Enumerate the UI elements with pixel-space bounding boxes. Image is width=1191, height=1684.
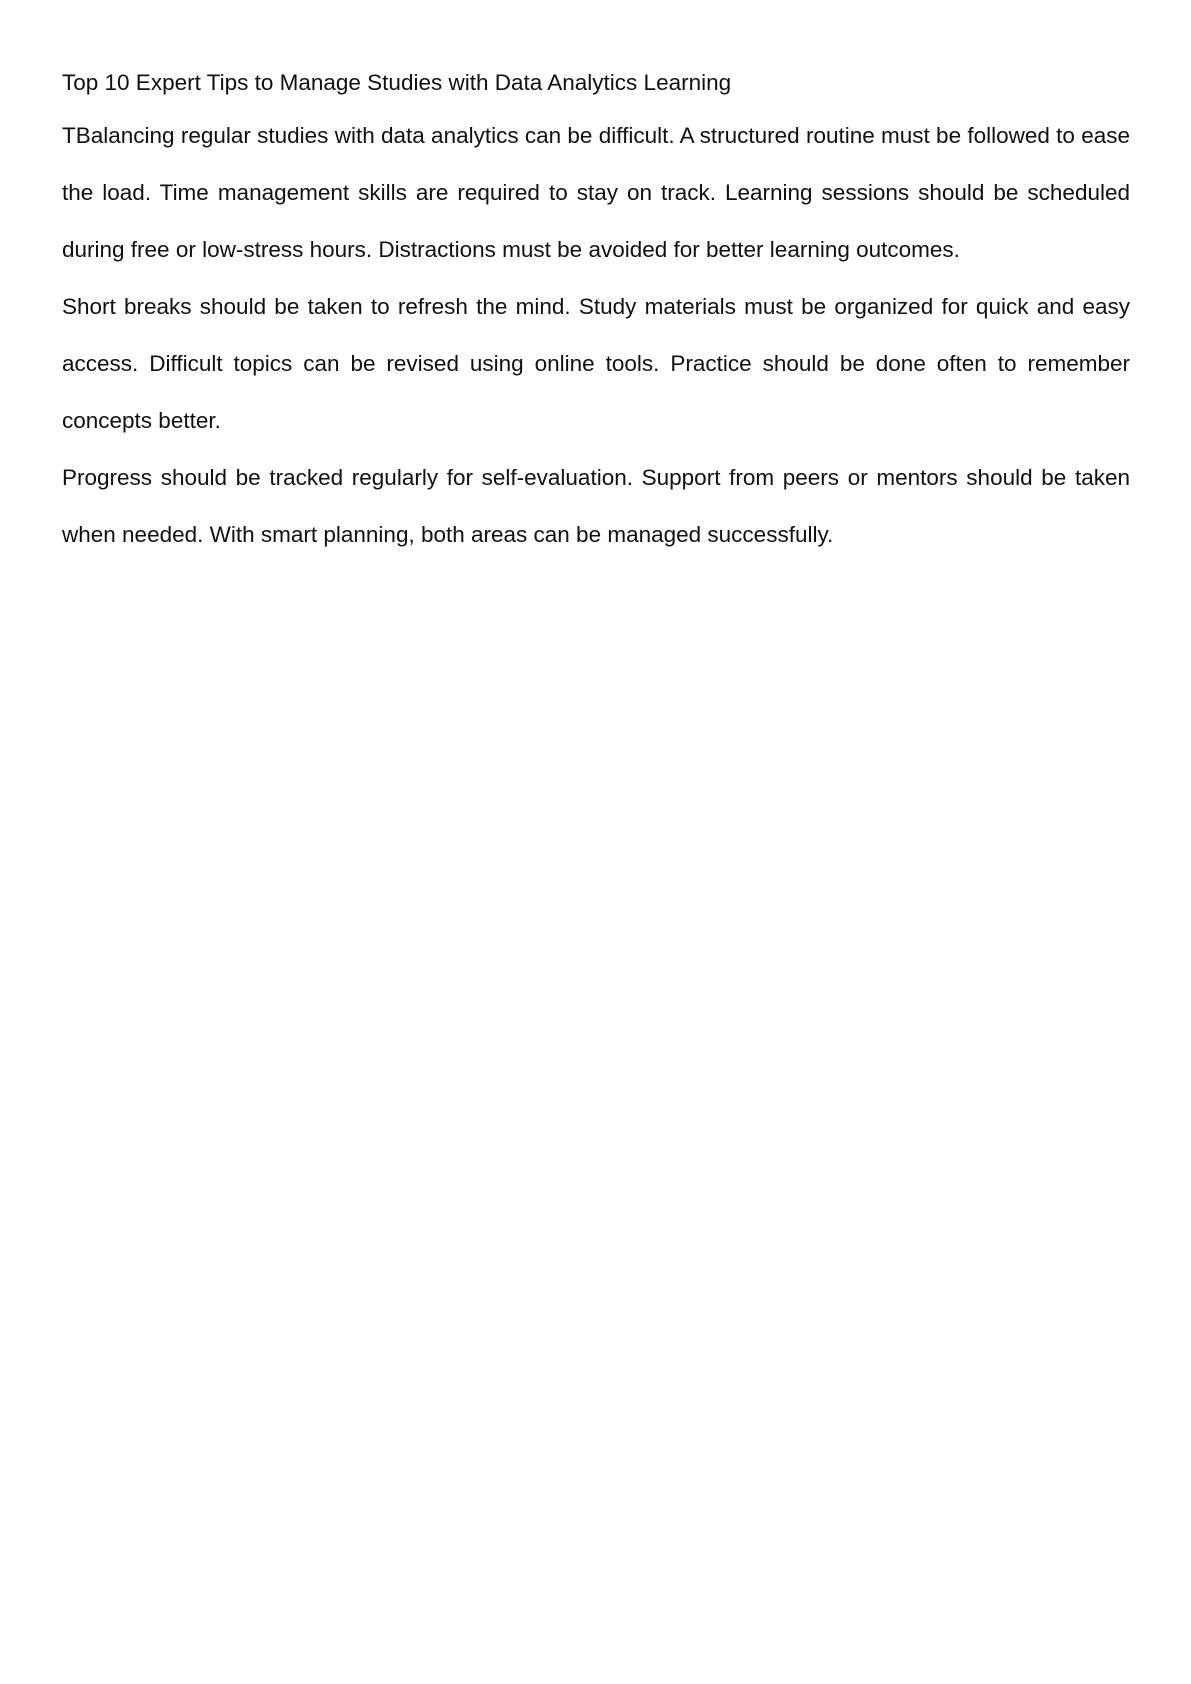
document-title: Top 10 Expert Tips to Manage Studies with Data Analytics Learning [62, 70, 732, 95]
paragraph-1: TBalancing regular studies with data analytics can be difficult. A structured routine must be followed to ease the load. Time management skills are required to stay on track. Learning sessions should be scheduled during free or low-stress hours. Distractions must be avoided for better learning outcomes. [62, 123, 1130, 262]
document-body [62, 66, 1130, 563]
paragraph-3: Progress should be tracked regularly for self-evaluation. Support from peers or mentors should be taken when needed. With smart planning, both areas can be managed successfully. [62, 465, 1130, 547]
paragraph-2: Short breaks should be taken to refresh the mind. Study materials must be organized for quick and easy access. Difficult topics can be revised using online tools. Practice should be done often to remember concepts better. [62, 294, 1130, 433]
